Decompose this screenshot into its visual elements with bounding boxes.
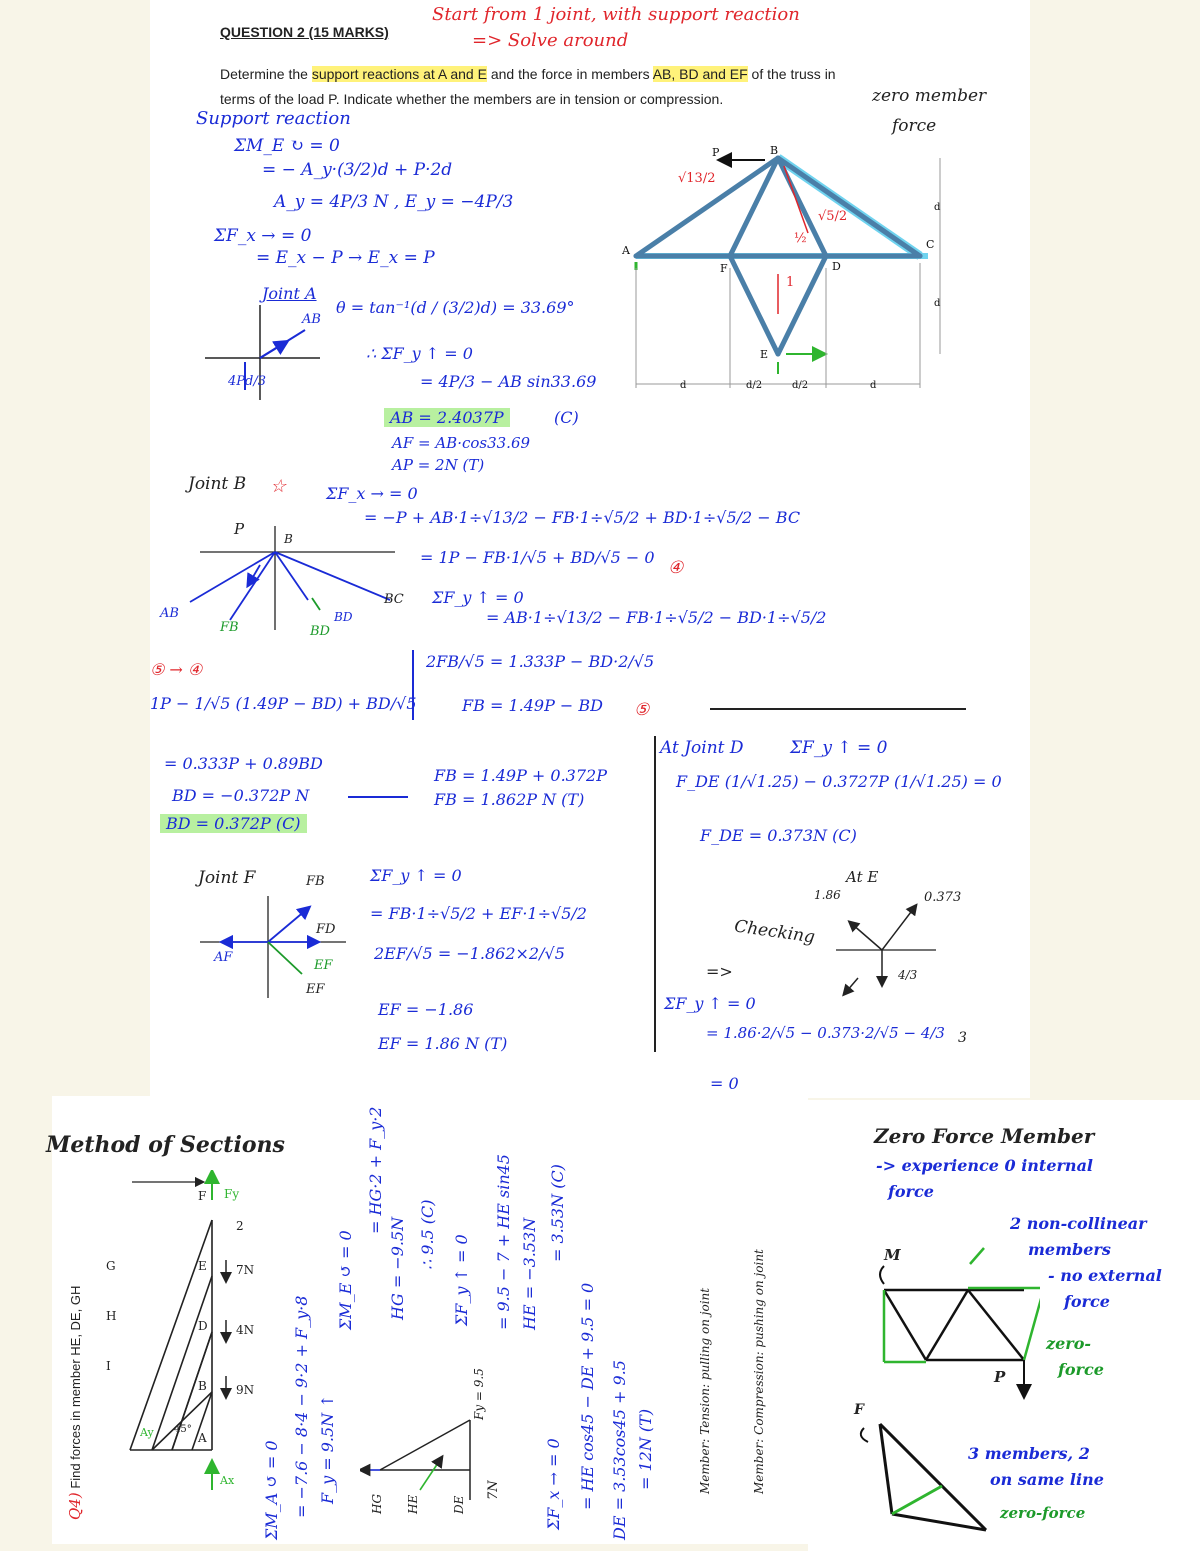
support-heading: Support reaction (196, 108, 351, 129)
joint-e-v2: 0.373 (924, 890, 962, 905)
support-line-1: ΣM_E ↻ = 0 (234, 136, 340, 156)
support-line-5: = E_x − P → E_x = P (256, 248, 435, 268)
zero-m1: 3 members, 2 (968, 1444, 1090, 1463)
joint-e-fbd (832, 898, 942, 1008)
zero-m3: zero-force (1000, 1504, 1086, 1522)
sections-7n: 7N (486, 1480, 501, 1500)
zero-title: Zero Force Member (874, 1124, 1095, 1148)
sections-c3: F_y = 9.5N ↑ (318, 1394, 337, 1504)
sections-c11: = 3.53N (C) (548, 1164, 567, 1262)
zero-z1: zero- (1046, 1334, 1092, 1353)
truss-label-p: P (712, 146, 720, 159)
truss-r13: √13/2 (678, 171, 716, 186)
sections-task: Q4) Find forces in member HE, DE, GH (66, 1285, 84, 1520)
joint-b-star: ☆ (270, 476, 287, 497)
joint-e-res: = 0 (710, 1074, 739, 1093)
joint-e-v3: 4/3 (898, 968, 918, 982)
zero-n3: - no external (1048, 1266, 1162, 1285)
joint-f-fb: FB (306, 874, 325, 889)
truss-dim-d1: d (680, 380, 687, 391)
sec-label-7n: 7N (236, 1263, 255, 1277)
joint-d-eq: F_DE (1/√1.25) − 0.3727P (1/√1.25) = 0 (676, 772, 1002, 791)
sec-label-deg: 45° (174, 1424, 192, 1435)
zero-f-label: F (854, 1402, 864, 1418)
truss-label-f: F (720, 262, 728, 275)
sections-hg: HG (370, 1493, 384, 1514)
sections-c9: = 9.5 − 7 + HE sin45 (494, 1154, 513, 1330)
joint-a-label: Joint A (262, 284, 317, 303)
solve-note: => Solve around (472, 30, 629, 51)
zero-member-note: zero member (872, 86, 987, 106)
joint-b-tag5: ⑤ (634, 700, 650, 720)
bd-result: BD = 0.372P (C) (160, 814, 307, 833)
joint-b-tag4: ④ (668, 558, 684, 578)
zero-n2: members (1028, 1240, 1111, 1259)
zero-truss-2 (840, 1410, 1000, 1540)
zero-m-label: M (884, 1246, 901, 1264)
checking-arrow: => (706, 962, 733, 981)
sections-c7: ∴ 9.5 (C) (418, 1199, 437, 1270)
joint-a-load: 4Pd/3 (228, 374, 266, 389)
joint-b-eqx1: = −P + AB·1÷√13/2 − FB·1÷√5/2 + BD·1÷√5/2 − BC (364, 508, 801, 527)
joint-e-label: At E (846, 868, 879, 886)
joint-a-af: AF = AB·cos33.69 (392, 434, 531, 452)
joint-d-res: F_DE = 0.373N (C) (700, 826, 857, 845)
joint-f-e4: EF = 1.86 N (T) (378, 1034, 508, 1053)
joint-b-eqx2: = 1P − FB·1/√5 + BD/√5 − 0 (420, 548, 655, 567)
question-prompt: Determine the support reactions at A and E and the force in members AB, BD and EF of the truss in (220, 66, 836, 82)
joint-e-eq3: 3 (958, 1030, 967, 1046)
sections-t2: Member: Compression: pushing on joint (752, 1249, 766, 1494)
fb-result-1: FB = 1.49P + 0.372P (434, 766, 607, 785)
ab-result-c: (C) (554, 408, 579, 427)
zero-truss-1 (860, 1240, 1040, 1400)
sub-arrow (348, 796, 408, 798)
zero-m2: on same line (990, 1470, 1104, 1489)
joint-a-sum: ∴ ΣF_y ↑ = 0 (366, 344, 473, 363)
sections-c14: DE = 3.53cos45 + 9.5 (610, 1360, 629, 1540)
truss-dim-d4: d (934, 298, 941, 309)
joint-b-bd1: BD (334, 610, 353, 624)
sec-label-ay: Ay (140, 1426, 154, 1439)
joint-b-bd2: BD (310, 624, 330, 639)
sections-c13: = HE cos45 − DE + 9.5 = 0 (578, 1282, 597, 1510)
joint-b-label: Joint B (188, 474, 247, 494)
sections-t1: Member: Tension: pulling on joint (698, 1287, 712, 1494)
joint-b-ab: AB (160, 606, 179, 621)
sections-de: DE (452, 1495, 466, 1514)
joint-f-fd: FD (316, 922, 336, 937)
question-title: QUESTION 2 (15 MARKS) (220, 24, 389, 40)
joint-b-sumy: ΣF_y ↑ = 0 (432, 588, 524, 607)
sections-c6: HG = −9.5N (388, 1216, 407, 1320)
support-line-2: = − A_y·(3/2)d + P·2d (262, 160, 453, 180)
joint-d-sum: ΣF_y ↑ = 0 (790, 738, 888, 758)
joint-b-sumx: ΣF_x → = 0 (326, 484, 418, 503)
sections-c12: ΣF_x → = 0 (544, 1438, 563, 1530)
sec-label-fy: Fy (224, 1187, 240, 1201)
joint-e-v1: 1.86 (814, 888, 841, 902)
truss-figure (600, 138, 1020, 408)
support-line-3: A_y = 4P/3 N , E_y = −4P/3 (274, 192, 514, 212)
joint-b-eqy: = AB·1÷√13/2 − FB·1÷√5/2 − BD·1÷√5/2 (486, 608, 827, 627)
fb-eq-2: FB = 1.49P − BD (462, 696, 603, 715)
zero-n4: force (1064, 1292, 1110, 1311)
truss-label-a: A (622, 244, 630, 257)
truss-dim-d2: d (870, 380, 877, 391)
sections-truss (100, 1170, 280, 1510)
truss-dim-h1: d/2 (746, 380, 763, 391)
truss-dim-h2: d/2 (792, 380, 809, 391)
truss-half: ½ (794, 231, 807, 246)
joint-f-fbd (196, 890, 356, 1000)
joint-f-ef2: EF (306, 982, 325, 997)
sec-label-9n: 9N (236, 1383, 255, 1397)
sec-label-2: 2 (236, 1219, 244, 1233)
truss-label-d: D (832, 260, 841, 273)
sections-c5: = HG·2 + F_y·2 (366, 1106, 385, 1234)
sec-label-4n: 4N (236, 1323, 255, 1337)
start-note: Start from 1 joint, with support reaction (432, 4, 800, 25)
sub-1: 1P − 1/√5 (1.49P − BD) + BD/√5 (150, 694, 417, 713)
joint-a-fbd (205, 300, 325, 410)
truss-label-b: B (770, 144, 779, 157)
joint-a-theta: θ = tan⁻¹(d / (3/2)d) = 33.69° (336, 298, 575, 317)
joint-f-sum: ΣF_y ↑ = 0 (370, 866, 462, 885)
sec-label-i: I (106, 1359, 111, 1373)
sec-label-f: F (198, 1189, 207, 1203)
sec-label-a: A (198, 1431, 207, 1445)
joint-f-e3: EF = −1.86 (378, 1000, 474, 1019)
joint-f-e1: = FB·1÷√5/2 + EF·1÷√5/2 (370, 904, 587, 923)
sec-label-b: B (198, 1379, 207, 1393)
joint-e-eq: = 1.86·2/√5 − 0.373·2/√5 − 4/3 (706, 1024, 945, 1042)
divider-vertical-2 (654, 736, 656, 1052)
zero-sub-1: -> experience 0 internal (876, 1156, 1094, 1175)
joint-e-sum: ΣF_y ↑ = 0 (664, 994, 756, 1013)
support-line-4: ΣF_x → = 0 (214, 226, 312, 246)
joint-b-bc: BC (384, 592, 404, 607)
sec-label-ax: Ax (220, 1474, 235, 1487)
sections-c1: ΣM_A ↺ = 0 (262, 1440, 281, 1540)
zero-n1: 2 non-collinear (1010, 1214, 1147, 1233)
zero-z2: force (1058, 1360, 1104, 1379)
joint-a-ab: AB (302, 312, 321, 327)
force-note: force (892, 116, 937, 136)
sub-note: ⑤ → ④ (150, 660, 203, 679)
sections-c8: ΣF_y ↑ = 0 (452, 1234, 471, 1326)
zero-p-label: P (994, 1368, 1006, 1386)
divider-horizontal-1 (710, 708, 966, 710)
sections-c15: = 12N (T) (636, 1408, 655, 1490)
joint-f-af: AF (214, 950, 233, 965)
joint-b-fb: FB (220, 620, 239, 635)
truss-dim-d3: d (934, 202, 941, 213)
joint-b-b: B (284, 532, 293, 546)
truss-one: 1 (786, 275, 795, 290)
ab-result: AB = 2.4037P (384, 408, 510, 427)
fb-result-2: FB = 1.862P N (T) (434, 790, 585, 809)
sec-label-h: H (106, 1309, 117, 1323)
zero-sub-2: force (888, 1182, 934, 1201)
joint-f-label: Joint F (198, 868, 256, 888)
sub-2: = 0.333P + 0.89BD (164, 754, 323, 773)
sec-label-g: G (106, 1259, 116, 1273)
sections-c10: HE = −3.53N (520, 1217, 539, 1330)
checking-label: Checking (733, 916, 817, 948)
sec-label-d: D (198, 1319, 208, 1333)
sections-he: HE (406, 1494, 420, 1514)
sections-fy-label: Fy = 9.5 (472, 1368, 486, 1420)
truss-label-e: E (760, 348, 769, 361)
sections-c4: ΣM_E ↺ = 0 (336, 1230, 355, 1330)
joint-d-label: At Joint D (660, 738, 744, 758)
joint-a-ap: AP = 2N (T) (392, 456, 485, 474)
sections-c2: = −7.6 − 8·4 − 9·2 + F_y·8 (292, 1295, 311, 1518)
joint-f-e2: 2EF/√5 = −1.862×2/√5 (374, 944, 565, 963)
truss-label-c: C (926, 238, 935, 251)
truss-r5: √5/2 (818, 209, 848, 224)
joint-b-p: P (234, 520, 245, 538)
sections-title: Method of Sections (46, 1132, 285, 1158)
joint-a-eq: = 4P/3 − AB sin33.69 (420, 372, 597, 391)
sub-3: BD = −0.372P N (172, 786, 310, 805)
question-prompt-line2: terms of the load P. Indicate whether the members are in tension or compression. (220, 91, 724, 107)
fb-eq-1: 2FB/√5 = 1.333P − BD·2/√5 (426, 652, 655, 671)
sec-label-e: E (198, 1259, 207, 1273)
joint-f-ef1: EF (314, 958, 333, 973)
